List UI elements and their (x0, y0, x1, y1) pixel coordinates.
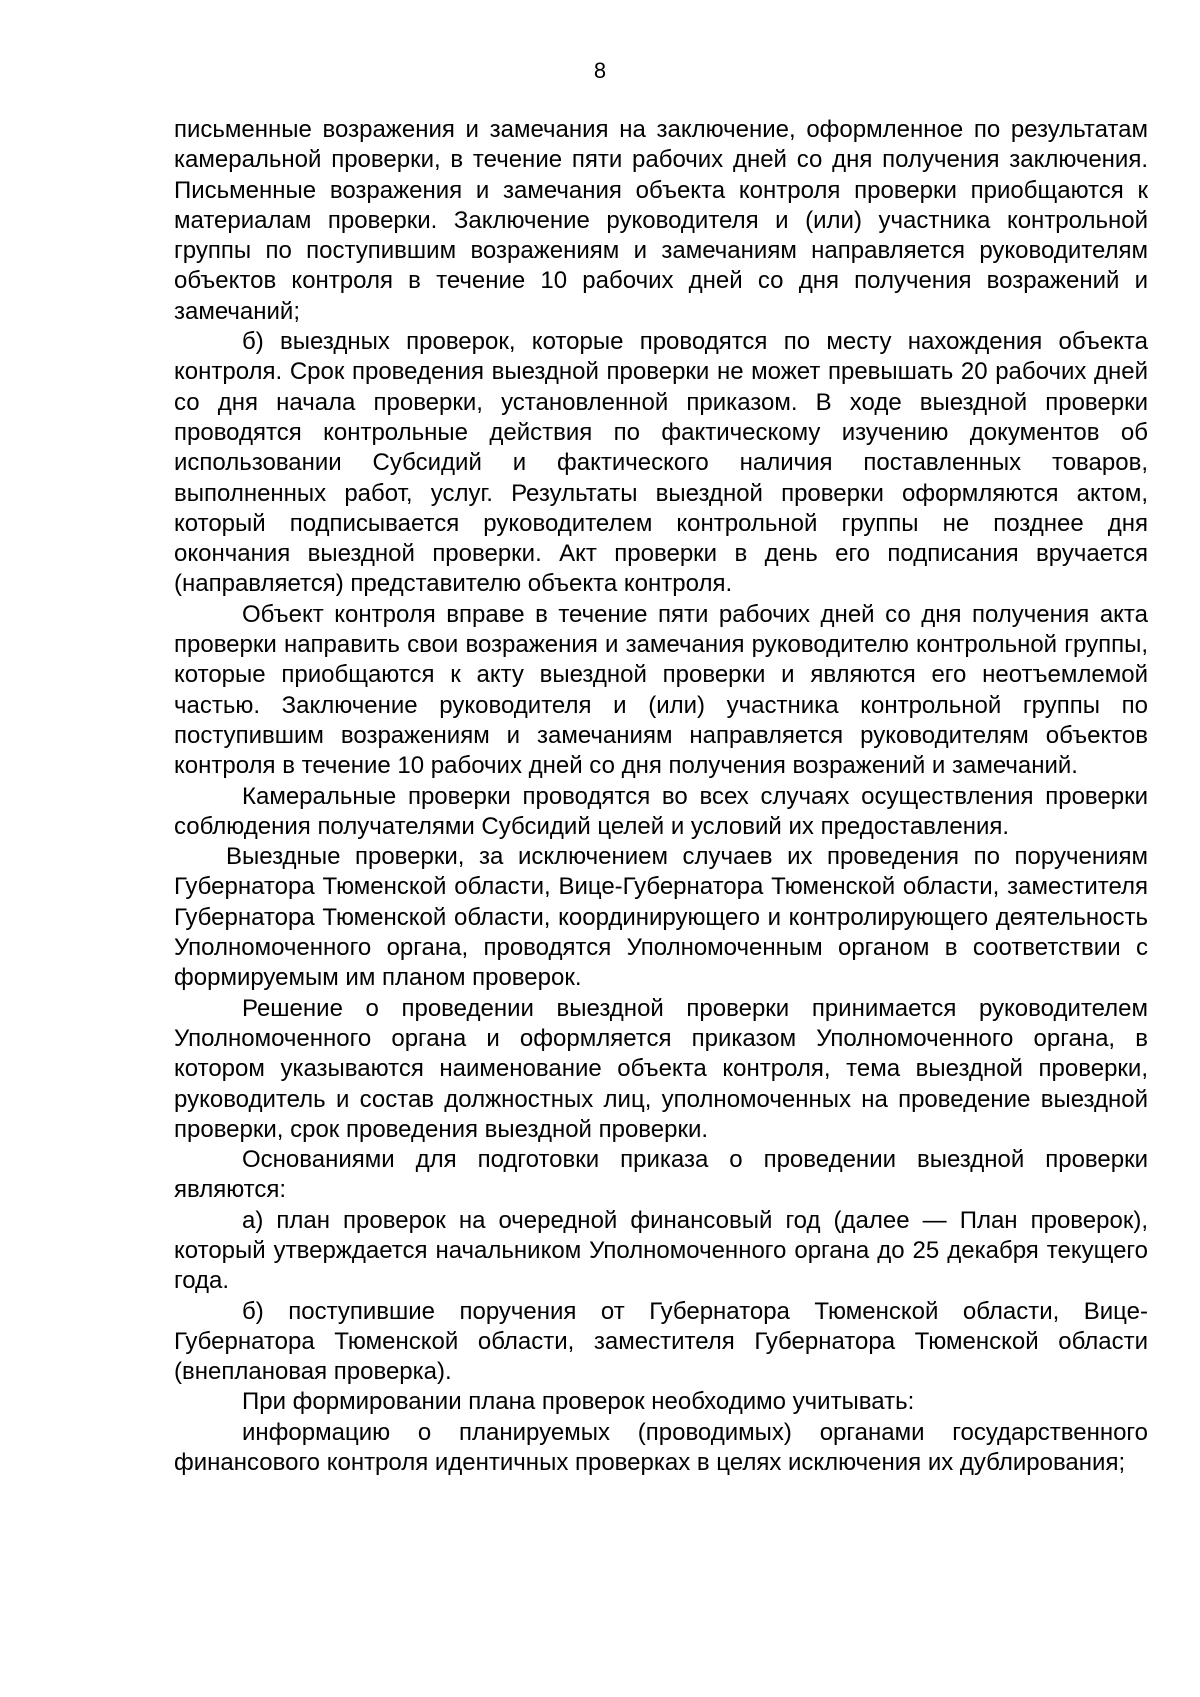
document-body (174, 115, 1148, 1478)
paragraph-plan-considerations: При формировании плана проверок необходимо учитывать: (242, 1388, 915, 1416)
paragraph-objections-cameral: письменные возражения и замечания на заключение, оформленное по результатам камеральной проверки, в течение пяти рабочих дней со дня получения заключения. Письменные возражения и замечания объекта контроля проверки приобщаются к материалам проверки. Заключение руководителя и (или) участника контрольной группы по поступившим возражениям и замечаниям направляется руководителям объектов контроля в течение 10 рабочих дней со дня получения возражений и замечаний; (174, 116, 1148, 325)
paragraph-ground-b: б) поступившие поручения от Губернатора Тюменской области, Вице-Губернатора Тюменской области, заместителя Губернатора Тюменской области (внеплановая проверка). (174, 1297, 1148, 1386)
page-number: 8 (593, 58, 607, 83)
paragraph-field-plan: Выездные проверки, за исключением случаев их проведения по поручениям Губернатора Тюменской области, Вице-Губернатора Тюменской области, заместителя Губернатора Тюменской области, координирующего и контролирующего деятельность Уполномоченного органа, проводятся Уполномоченным органом в соответствии с формируемым им планом проверок. (174, 843, 1148, 992)
paragraph-decision-order: Решение о проведении выездной проверки принимается руководителем Уполномоченного органа и оформляется приказом Уполномоченного органа, в котором указываются наименование объекта контроля, тема выездной проверки, руководитель и состав должностных лиц, уполномоченных на проведение выездной проверки, срок проведения выездной проверки. (174, 994, 1148, 1143)
paragraph-field-inspections: б) выездных проверок, которые проводятся по месту нахождения объекта контроля. Срок проведения выездной проверки не может превышать 20 рабочих дней со дня начала проверки, установленной приказом. В ходе выездной проверки проводятся контрольные действия по фактическому изучению документов об использовании Субсидий и фактического наличия поставленных товаров, выполненных работ, услуг. Результаты выездной проверки оформляются актом, который подписывается руководителем контрольной группы не позднее дня окончания выездной проверки. Акт проверки в день его подписания вручается (направляется) представителю объекта контроля. (174, 328, 1148, 598)
paragraph-ground-a: а) план проверок на очередной финансовый год (далее — План проверок), который утверждается начальником Уполномоченного органа до 25 декабря текущего года. (174, 1206, 1148, 1295)
paragraph-consideration-info: информацию о планируемых (проводимых) органами государственного финансового контроля идентичных проверках в целях исключения их дублирования; (174, 1418, 1148, 1477)
paragraph-cameral-cases: Камеральные проверки проводятся во всех случаях осуществления проверки соблюдения получателями Субсидий целей и условий их предоставления. (174, 782, 1148, 840)
paragraph-grounds: Основаниями для подготовки приказа о проведении выездной проверки являются: (174, 1146, 1148, 1204)
paragraph-object-objections: Объект контроля вправе в течение пяти рабочих дней со дня получения акта проверки направить свои возражения и замечания руководителю контрольной группы, которые приобщаются к акту выездной проверки и являются его неотъемлемой частью. Заключение руководителя и (или) участника контрольной группы по поступившим возражениям и замечаниям направляется руководителям объектов контроля в течение 10 рабочих дней со дня получения возражений и замечаний. (174, 600, 1148, 780)
